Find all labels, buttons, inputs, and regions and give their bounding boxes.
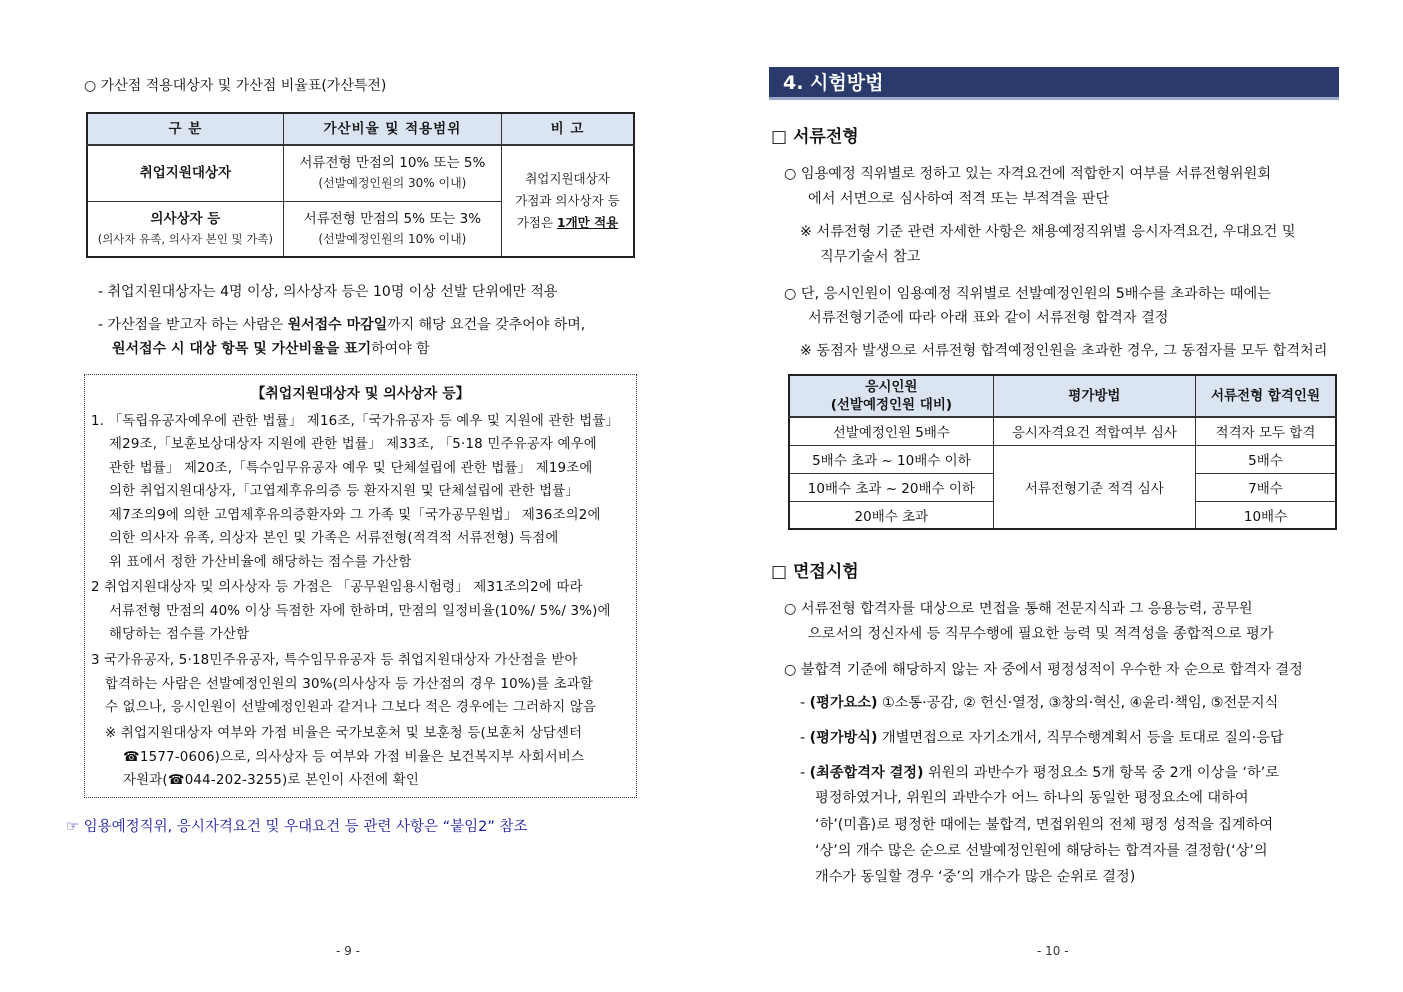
box-line: ※ 취업지원대상자 여부와 가점 비율은 국가보훈처 및 보훈청 등(보훈처 상담센터 (105, 726, 583, 741)
box-line: 관한 법률」 제20조,「특수임무유공자 예우 및 단체설립에 관한 법률」 제19조에 (109, 461, 593, 476)
screening-header-applicants-line2: (선발예정인원 대비) (830, 397, 953, 413)
screening-table (788, 374, 1337, 530)
doc-screening-title: □ 서류전형 (771, 127, 859, 147)
screening-header-method: 평가방법 (993, 375, 1195, 417)
doc-note: 직무기술서 참고 (820, 249, 921, 265)
screening-row-method: 응시자격요건 적합여부 심사 (993, 417, 1195, 445)
box-line: 해당하는 점수를 가산함 (109, 627, 250, 642)
eligibility-box-title: 【취업지원대상자 및 의사상자 등】 (251, 386, 470, 402)
interview-continuation: ‘상’의 개수 많은 순으로 선발예정인원에 해당하는 합격자를 결정함(‘상’의 (815, 843, 1268, 859)
bullet-2-cont: 원서접수 시 대상 항목 및 가산비율을 표기하여야 함 (112, 341, 430, 357)
box-line: 수 없으나, 응시인원이 선발예정인원과 같거나 그보다 적은 경우에는 그러하지 않음 (105, 700, 597, 715)
box-line: ☎1577-0606)으로, 의사상자 등 여부와 가점 비율은 보건복지부 사회서비스 (123, 750, 585, 765)
screening-row-passed: 적격자 모두 합격 (1195, 417, 1336, 445)
box-line: 자원과(☎044-202-3255)로 본인이 사전에 확인 (123, 773, 419, 788)
interview-item: ○ 불합격 기준에 해당하지 않는 자 중에서 평정성적이 우수한 자 순으로 합격자 결정 (784, 662, 1303, 678)
box-line: 위 표에서 정한 가산비율에 해당하는 점수를 가산함 (109, 555, 412, 570)
screening-row-method: 서류전형기준 적격 심사 (993, 445, 1195, 529)
doc-note: ※ 동점자 발생으로 서류전형 합격예정인원을 초과한 경우, 그 동점자를 모두 합격처리 (800, 343, 1328, 359)
doc-item: ○ 단, 응시인원이 임용예정 직위별로 선발예정인원의 5배수를 초과하는 때에는 (784, 286, 1271, 302)
bonus-row-2-category (87, 201, 283, 257)
note-line-3: 가점은 1개만 적용 (516, 215, 619, 230)
box-line: 의한 취업지원대상자,「고엽제후유의증 등 환자지원 및 단체설립에 관한 법률」 (109, 484, 580, 499)
bonus-row-1-category: 취업지원대상자 (87, 145, 283, 201)
eligibility-box (84, 374, 637, 798)
interview-item: 으로서의 정신자세 등 직무수행에 필요한 능력 및 적격성을 종합적으로 평가 (808, 626, 1274, 642)
bonus-row-1-rate-main: 서류전형 만점의 10% 또는 5% (299, 155, 486, 172)
bonus-table-header-category: 구 분 (87, 113, 283, 145)
screening-row-applicants: 선발예정인원 5배수 (789, 417, 993, 445)
screening-row-passed: 7배수 (1195, 473, 1336, 501)
bonus-heading: ○ 가산점 적용대상자 및 가산점 비율표(가산특전) (84, 78, 387, 94)
interview-continuation: 개수가 동일할 경우 ‘중’의 개수가 많은 순위로 결정) (815, 869, 1136, 885)
bonus-row-2-category-sub: (의사자 유족, 의사자 본인 및 가족) (97, 231, 274, 246)
screening-row-passed: 5배수 (1195, 445, 1336, 473)
bonus-row-1-rate-sub: (선발예정인원의 30% 이내) (318, 176, 467, 191)
section-header: 4. 시험방법 (769, 67, 1339, 100)
note-emphasis: 1개만 적용 (556, 215, 619, 230)
note-line-2: 가점과 의사상자 등 (515, 193, 620, 208)
box-line: 서류전형 만점의 40% 이상 득점한 자에 한하며, 만점의 일정비율(10%/ 5%/ 3%)에 (109, 604, 611, 619)
screening-row-applicants: 20배수 초과 (789, 501, 993, 529)
interview-title: □ 면접시험 (771, 562, 859, 582)
screening-row-applicants: 10배수 초과 ~ 20배수 이하 (789, 473, 993, 501)
bonus-row-1-rate (283, 145, 501, 201)
doc-item: ○ 임용예정 직위별로 정하고 있는 자격요건에 적합한지 여부를 서류전형위원회 (784, 166, 1272, 182)
box-line: 3 국가유공자, 5·18민주유공자, 특수임무유공자 등 취업지원대상자 가산점을 받아 (91, 653, 578, 668)
screening-header-applicants (789, 375, 993, 417)
doc-item: 에서 서면으로 심사하여 적격 또는 부적격을 판단 (808, 191, 1110, 207)
bonus-table-header-rate: 가산비율 및 적용범위 (283, 113, 501, 145)
screening-header-passed: 서류전형 합격인원 (1195, 375, 1336, 417)
bonus-row-2-category-main: 의사상자 등 (150, 210, 221, 227)
note-line-1: 취업지원대상자 (525, 171, 610, 186)
interview-sub-item: - (최종합격자 결정) 위원의 과반수가 평정요소 5개 항목 중 2개 이상을 ‘하’로 (800, 765, 1279, 781)
doc-item: 서류전형기준에 따라 아래 표와 같이 서류전형 합격자 결정 (808, 310, 1169, 326)
box-line: 제29조,「보훈보상대상자 지원에 관한 법률」 제33조, 「5·18 민주유공자 예우에 (109, 437, 597, 452)
bullet-2: - 가산점을 받고자 하는 사람은 원서접수 마감일까지 해당 요건을 갖추어야 하며, (98, 317, 586, 333)
bonus-table-header-note: 비 고 (501, 113, 634, 145)
page-number-right: - 10 - (1037, 944, 1069, 958)
interview-sub-item: - (평가요소) ①소통·공감, ② 헌신·열정, ③창의·혁신, ④윤리·책임, ⑤전문지식 (800, 695, 1279, 711)
interview-continuation: 평정하였거나, 위원의 과반수가 어느 하나의 동일한 평정요소에 대하여 (815, 790, 1249, 806)
bonus-row-2-rate-main: 서류전형 만점의 5% 또는 3% (303, 210, 482, 227)
interview-sub-item: - (평가방식) 개별면접으로 자기소개서, 직무수행계획서 등을 토대로 질의·응답 (800, 730, 1284, 746)
box-line: 의한 의사자 유족, 의상자 본인 및 가족은 서류전형(적격적 서류전형) 득점에 (109, 531, 559, 546)
box-line: 1. 「독립유공자예우에 관한 법률」 제16조,「국가유공자 등 예우 및 지원에 관한 법률」 (91, 414, 620, 429)
screening-header-applicants-line1: 응시인원 (865, 379, 918, 395)
bonus-row-2-rate-sub: (선발예정인원의 10% 이내) (318, 231, 467, 246)
doc-note: ※ 서류전형 기준 관련 자세한 사항은 채용예정직위별 응시자격요건, 우대요건 및 (800, 224, 1296, 240)
screening-row-passed: 10배수 (1195, 501, 1336, 529)
box-line: 합격하는 사람은 선발예정인원의 30%(의사상자 등 가산점의 경우 10%)를 초과할 (105, 677, 594, 692)
bonus-table (86, 112, 635, 258)
box-line: 2 취업지원대상자 및 의사상자 등 가점은 「공무원임용시험령」 제31조의2에 따라 (91, 580, 583, 595)
interview-item: ○ 서류전형 합격자를 대상으로 면접을 통해 전문지식과 그 응용능력, 공무원 (784, 601, 1253, 617)
interview-continuation: ‘하’(미흡)로 평정한 때에는 불합격, 면접위원의 전체 평정 성적을 집계하여 (815, 817, 1274, 833)
bonus-table-note (501, 145, 634, 257)
bullet-1: - 취업지원대상자는 4명 이상, 의사상자 등은 10명 이상 선발 단위에만 적용 (98, 284, 558, 300)
box-line: 제7조의9에 의한 고엽제후유의증환자와 그 가족 및「국가공무원법」 제36조의2에 (109, 508, 601, 523)
attachment-reference: ☞ 임용예정직위, 응시자격요건 및 우대요건 등 관련 사항은 “붙임2” 참조 (66, 819, 528, 835)
bonus-row-2-rate (283, 201, 501, 257)
screening-row-applicants: 5배수 초과 ~ 10배수 이하 (789, 445, 993, 473)
page-number-left: - 9 - (336, 944, 360, 958)
